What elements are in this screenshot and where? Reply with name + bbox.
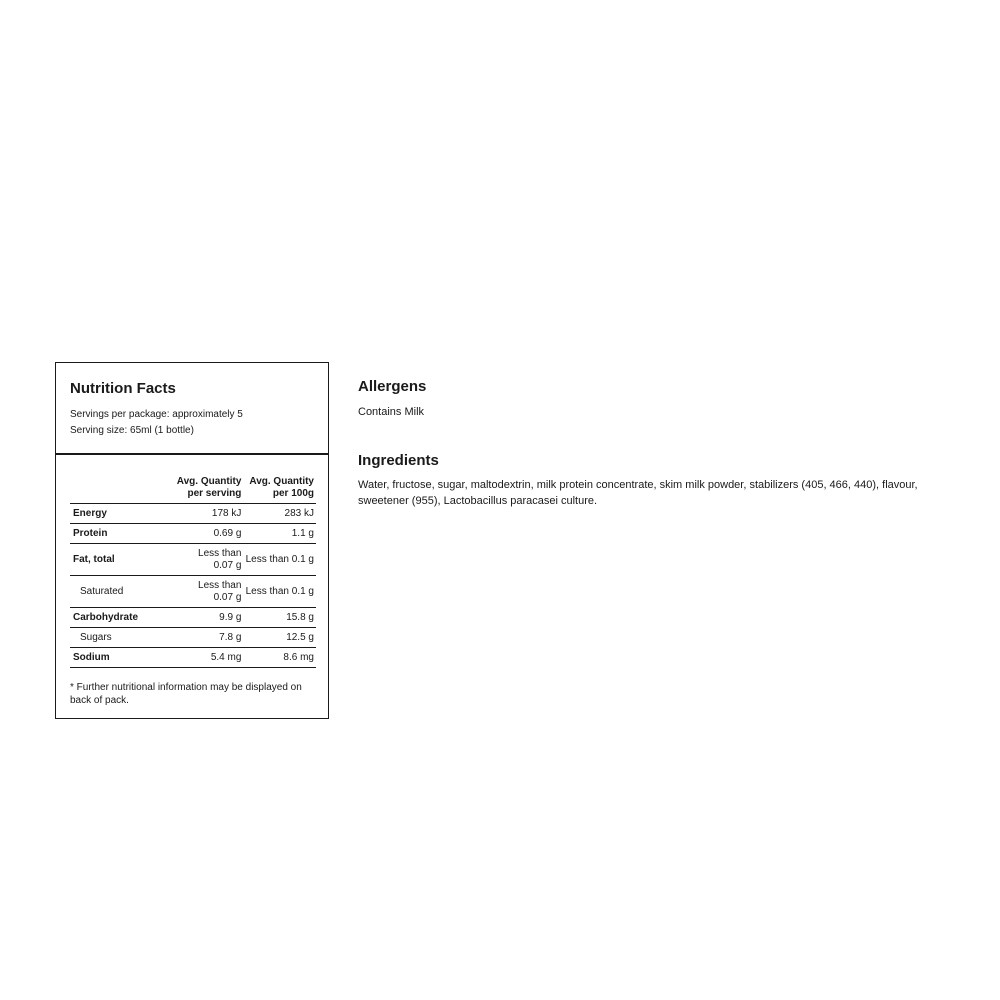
- per-serving-value: 0.69 g: [171, 524, 244, 544]
- nutrition-facts-title: Nutrition Facts: [70, 380, 176, 397]
- per-serving-value: 7.8 g: [171, 628, 244, 648]
- allergens-title: Allergens: [358, 378, 427, 395]
- nutrition-facts-panel: [55, 362, 329, 719]
- nutrition-footnote: * Further nutritional information may be displayed on back of pack.: [70, 682, 302, 706]
- nutrition-facts-header: [56, 363, 328, 455]
- per-serving-value: 5.4 mg: [171, 648, 244, 668]
- nutrient-name: Protein: [70, 524, 171, 544]
- nutrient-name: Energy: [70, 504, 171, 524]
- per-100g-header-line1: Avg. Quantity: [249, 476, 314, 487]
- ingredients-title: Ingredients: [358, 452, 439, 469]
- nutrient-name: Sugars: [70, 628, 171, 648]
- per-100g-header: [243, 473, 316, 504]
- table-row: [70, 576, 316, 608]
- serving-size: Serving size: 65ml (1 bottle): [70, 425, 194, 436]
- per-serving-value-line2: 0.07 g: [213, 559, 242, 571]
- nutrient-column-header: [70, 473, 171, 504]
- per-100g-value: Less than 0.1 g: [243, 576, 316, 608]
- table-row: [70, 628, 316, 648]
- table-header-row: [70, 473, 316, 504]
- allergens-text: Contains Milk: [358, 406, 425, 418]
- per-100g-value: 8.6 mg: [243, 648, 316, 668]
- nutrition-table: [70, 473, 316, 668]
- per-100g-value: 283 kJ: [243, 504, 316, 524]
- table-row: [70, 608, 316, 628]
- nutrient-name: Fat, total: [70, 544, 171, 576]
- per-serving-value-line1: Less than: [198, 547, 242, 559]
- per-serving-value: 9.9 g: [171, 608, 244, 628]
- per-serving-value: [171, 544, 244, 576]
- per-100g-value: 1.1 g: [243, 524, 316, 544]
- per-100g-value: Less than 0.1 g: [243, 544, 316, 576]
- table-row: [70, 544, 316, 576]
- per-serving-header-line1: Avg. Quantity: [176, 476, 242, 487]
- nutrient-name: Carbohydrate: [70, 608, 171, 628]
- per-serving-header: [171, 473, 244, 504]
- ingredients-text: Water, fructose, sugar, maltodextrin, milk protein concentrate, skim milk powder, stabilizers (405, 466, 440), flavour, sweetener (955), Lactobacillus paracasei culture.: [358, 479, 918, 507]
- nutrient-name: Sodium: [70, 648, 171, 668]
- per-100g-value: 15.8 g: [243, 608, 316, 628]
- per-serving-value: 178 kJ: [171, 504, 244, 524]
- per-serving-value-line2: 0.07 g: [213, 591, 242, 603]
- table-row: [70, 504, 316, 524]
- nutrient-name: Saturated: [70, 576, 171, 608]
- per-serving-value-line1: Less than: [198, 579, 242, 591]
- per-serving-value: [171, 576, 244, 608]
- table-row: [70, 648, 316, 668]
- per-serving-header-line2: per serving: [187, 488, 242, 499]
- table-row: [70, 524, 316, 544]
- per-100g-header-line2: per 100g: [272, 488, 314, 499]
- per-100g-value: 12.5 g: [243, 628, 316, 648]
- servings-per-package: Servings per package: approximately 5: [70, 409, 243, 420]
